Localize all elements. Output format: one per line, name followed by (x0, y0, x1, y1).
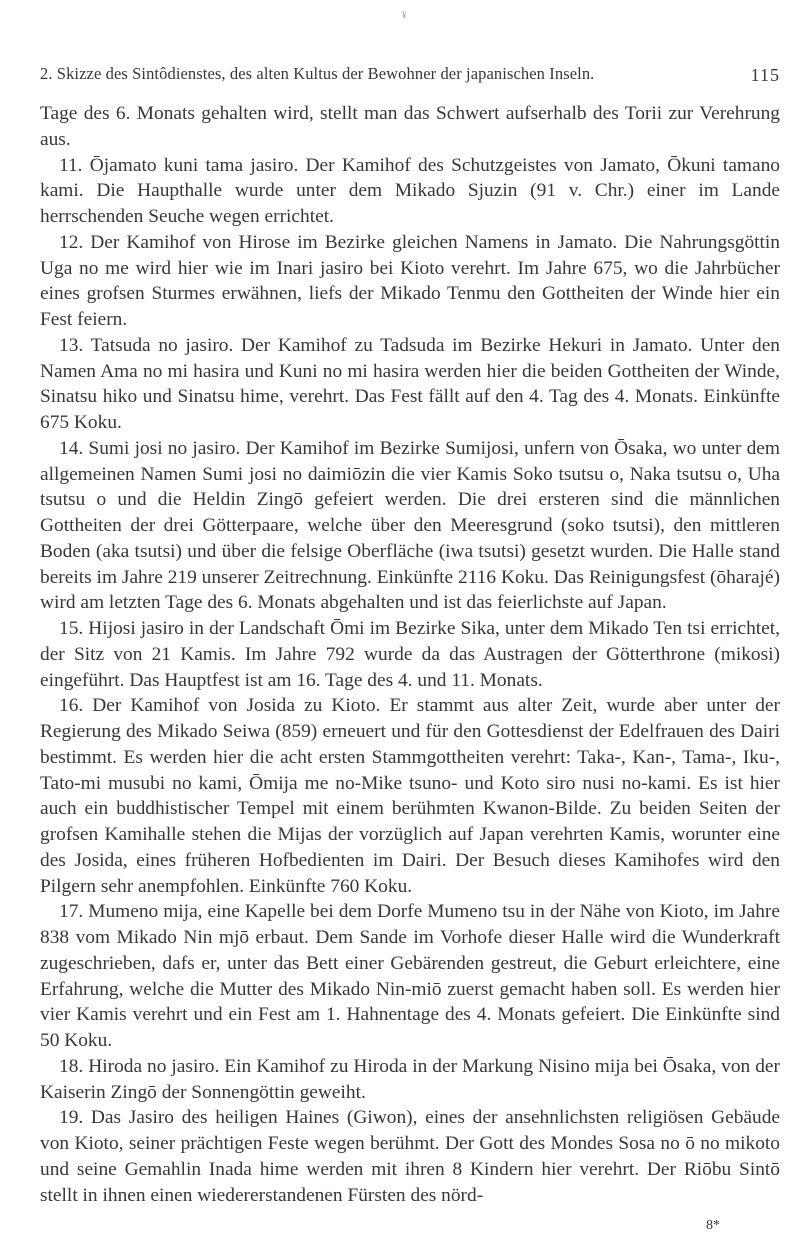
signature-mark: 8* (706, 1218, 720, 1233)
print-mark: ¥ (402, 10, 407, 20)
running-head: 2. Skizze des Sintôdienstes, des alten Kultus der Bewohner der japanischen Inseln. (40, 64, 595, 83)
paragraph-entry-18: 18. Hiroda no jasiro. Ein Kamihof zu Hiroda in der Markung Nisino mija bei Ōsaka, von der Kaiserin Zingō der Sonnengöttin geweiht. (40, 1055, 780, 1103)
paragraph-entry-11: 11. Ōjamato kuni tama jasiro. Der Kamihof des Schutzgeistes von Jamato, Ōkuni tamano kami. Die Haupthalle wurde unter dem Mikado Sjuzin (91 v. Chr.) einer im Lande herrschenden Seuche wegen errichtet. (40, 154, 780, 227)
page-header (40, 64, 780, 94)
paragraph-entry-19: 19. Das Jasiro des heiligen Haines (Giwon), eines der ansehnlichsten religiösen Gebäude von Kioto, seiner prächtigen Feste wegen berühmt. Der Gott des Mondes Sosa no ō no mikoto und seine Gemahlin Inada hime werden mit ihren 8 Kindern hier verehrt. Der Riōbu Sintō stellt in ihnen einen wiedererstandenen Fürsten des nörd- (40, 1107, 780, 1206)
paragraph-entry-15: 15. Hijosi jasiro in der Landschaft Ōmi im Bezirke Sika, unter dem Mikado Ten tsi errichtet, der Sitz von 21 Kamis. Im Jahre 792 wurde da das Austragen der Götterthrone (mikosi) eingeführt. Das Hauptfest ist am 16. Tage des 4. und 11. Monats. (40, 618, 780, 691)
page-body (40, 101, 780, 1208)
paragraph-entry-12: 12. Der Kamihof von Hirose im Bezirke gleichen Namens in Jamato. Die Nahrungsgöttin Uga no me wird hier wie im Inari jasiro bei Kioto verehrt. Im Jahre 675, wo die Jahrbücher eines grofsen Sturmes erwähnen, liefs der Mikado Tenmu den Gottheiten der Winde hier ein Fest feiern. (40, 231, 780, 330)
paragraph-entry-14: 14. Sumi josi no jasiro. Der Kamihof im Bezirke Sumijosi, unfern von Ōsaka, wo unter dem allgemeinen Namen Sumi josi no daimiōzin die vier Kamis Soko tsutsu o, Naka tsutsu o, Uha tsutsu o und die Heldin Zingō gefeiert werden. Die drei ersteren sind die männlichen Gottheiten der drei Götterpaare, welche über den Meeresgrund (soko tsutsi), den mittleren Boden (aka tsutsi) und über die felsige Oberfläche (iwa tsutsi) gesetzt wurden. Die Halle stand bereits im Jahre 219 unserer Zeitrechnung. Einkünfte 2116 Koku. Das Reinigungsfest (ōharajé) wird am letzten Tage des 6. Monats abgehalten und ist das feierlichste auf Japan. (40, 437, 780, 614)
paragraph-entry-17: 17. Mumeno mija, eine Kapelle bei dem Dorfe Mumeno tsu in der Nähe von Kioto, im Jahre 838 vom Mikado Nin mjō erbaut. Dem Sande im Vorhofe dieser Halle wird die Wunderkraft zugeschrieben, dafs er, unter das Bett einer Gebärenden gestreut, die Geburt erleichtere, eine Erfahrung, welche die Mutter des Mikado Nin-miō zuerst gemacht haben soll. Es werden hier vier Kamis verehrt und ein Fest am 1. Hahnentage des 4. Monats gefeiert. Die Einkünfte sind 50 Koku. (40, 901, 780, 1051)
page-number: 115 (750, 65, 780, 85)
paragraph-entry-13: 13. Tatsuda no jasiro. Der Kamihof zu Tadsuda im Bezirke Hekuri in Jamato. Unter den Namen Ama no mi hasira und Kuni no mi hasira werden hier die beiden Gottheiten der Winde, Sinatsu hiko und Sinatsu hime, verehrt. Das Fest fällt auf den 4. Tag des 4. Monats. Einkünfte 675 Koku. (40, 334, 780, 433)
paragraph-continuation: Tage des 6. Monats gehalten wird, stellt man das Schwert aufserhalb des Torii zur Verehrung aus. (40, 103, 780, 150)
paragraph-entry-16: 16. Der Kamihof von Josida zu Kioto. Er stammt aus alter Zeit, wurde aber unter der Regierung des Mikado Seiwa (859) erneuert und für den Gottesdienst der Edelfrauen des Dairi bestimmt. Es werden hier die acht ersten Stammgottheiten verehrt: Taka-, Kan-, Tama-, Iku-, Tato-mi musubi no kami, Ōmija me no-Mike tsuno- und Koto siro nusi no-kami. Es ist hier auch ein buddhistischer Tempel mit einem berühmten Kwanon-Bilde. Zu beiden Seiten der grofsen Kamihalle stehen die Mijas der vorzüglich auf Japan verehrten Kamis, worunter eine des Josida, eines früheren Hofbedienten im Dairi. Der Besuch dieses Kamihofes wird den Pilgern sehr anempfohlen. Einkünfte 760 Koku. (40, 695, 780, 897)
